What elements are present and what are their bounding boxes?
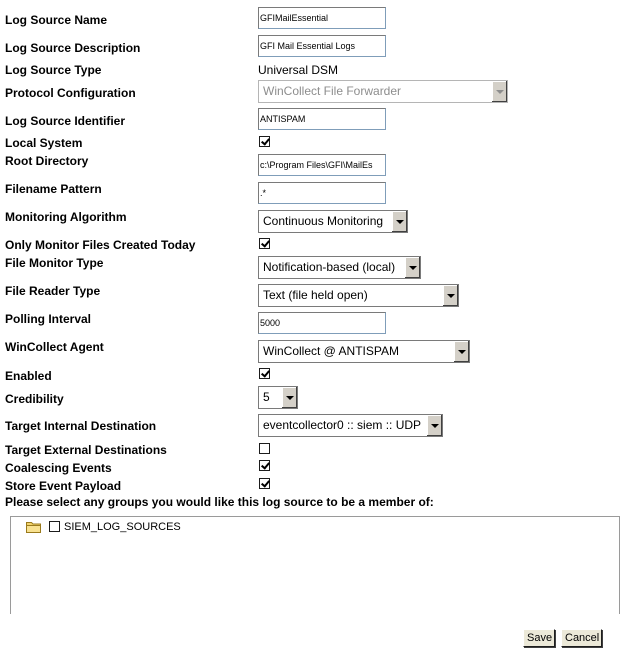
- label-monitoring-algorithm: Monitoring Algorithm: [5, 210, 127, 224]
- store-event-payload-checkbox[interactable]: [259, 478, 270, 489]
- polling-interval-input[interactable]: 5000: [258, 312, 386, 334]
- wincollect-agent-select[interactable]: [258, 340, 470, 363]
- credibility-select[interactable]: [258, 386, 298, 409]
- label-log-source-type: Log Source Type: [5, 63, 102, 77]
- protocol-configuration-select: [258, 80, 508, 103]
- file-reader-type-value: Text (file held open): [263, 288, 368, 302]
- label-target-internal-destination: Target Internal Destination: [5, 419, 157, 433]
- coalescing-events-checkbox[interactable]: [259, 460, 270, 471]
- label-log-source-name: Log Source Name: [5, 13, 108, 27]
- log-source-name-input[interactable]: GFIMailEssential: [258, 7, 386, 29]
- groups-tree: [10, 516, 620, 614]
- label-protocol-configuration: Protocol Configuration: [5, 86, 136, 100]
- label-filename-pattern: Filename Pattern: [5, 182, 102, 196]
- label-file-monitor-type: File Monitor Type: [5, 256, 104, 270]
- label-local-system: Local System: [5, 136, 83, 150]
- label-wincollect-agent: WinCollect Agent: [5, 340, 104, 354]
- label-groups-prompt: Please select any groups you would like this log source to be a member of:: [5, 495, 434, 509]
- group-siem-log-sources-label[interactable]: SIEM_LOG_SOURCES: [64, 521, 181, 533]
- filename-pattern-input[interactable]: .*: [258, 182, 386, 204]
- label-file-reader-type: File Reader Type: [5, 284, 101, 298]
- folder-icon: [26, 520, 43, 533]
- log-source-identifier-input[interactable]: ANTISPAM: [258, 108, 386, 130]
- chevron-down-icon: [281, 387, 297, 408]
- save-button[interactable]: Save: [523, 629, 555, 647]
- log-source-type-value: Universal DSM: [258, 63, 339, 77]
- chevron-down-icon: [453, 341, 469, 362]
- chevron-down-icon: [391, 211, 407, 232]
- monitoring-algorithm-value: Continuous Monitoring: [263, 214, 384, 228]
- target-external-destinations-checkbox[interactable]: [259, 443, 270, 454]
- cancel-button[interactable]: Cancel: [561, 629, 602, 647]
- credibility-value: 5: [263, 390, 270, 404]
- label-store-event-payload: Store Event Payload: [5, 479, 122, 493]
- label-log-source-identifier: Log Source Identifier: [5, 114, 126, 128]
- label-only-monitor-today: Only Monitor Files Created Today: [5, 238, 196, 252]
- wincollect-agent-value: WinCollect @ ANTISPAM: [263, 344, 399, 358]
- label-root-directory: Root Directory: [5, 154, 89, 168]
- label-polling-interval: Polling Interval: [5, 312, 92, 326]
- chevron-down-icon: [491, 81, 507, 102]
- label-coalescing-events: Coalescing Events: [5, 461, 112, 475]
- local-system-checkbox[interactable]: [259, 136, 270, 147]
- file-reader-type-select[interactable]: [258, 284, 459, 307]
- protocol-configuration-value: WinCollect File Forwarder: [263, 84, 402, 98]
- root-directory-input[interactable]: c:\Program Files\GFI\MailEs: [258, 154, 386, 176]
- target-internal-destination-value: eventcollector0 :: siem :: UDP: [263, 418, 422, 432]
- file-monitor-type-select[interactable]: [258, 256, 421, 279]
- target-internal-destination-select[interactable]: [258, 414, 443, 437]
- file-monitor-type-value: Notification-based (local): [263, 260, 396, 274]
- log-source-description-input[interactable]: GFI Mail Essential Logs: [258, 35, 386, 57]
- chevron-down-icon: [442, 285, 458, 306]
- label-target-external-destinations: Target External Destinations: [5, 443, 167, 457]
- group-siem-log-sources-checkbox[interactable]: [49, 521, 60, 532]
- label-enabled: Enabled: [5, 369, 52, 383]
- label-credibility: Credibility: [5, 392, 64, 406]
- only-monitor-today-checkbox[interactable]: [259, 238, 270, 249]
- chevron-down-icon: [426, 415, 442, 436]
- chevron-down-icon: [404, 257, 420, 278]
- label-log-source-description: Log Source Description: [5, 41, 141, 55]
- monitoring-algorithm-select[interactable]: [258, 210, 408, 233]
- enabled-checkbox[interactable]: [259, 368, 270, 379]
